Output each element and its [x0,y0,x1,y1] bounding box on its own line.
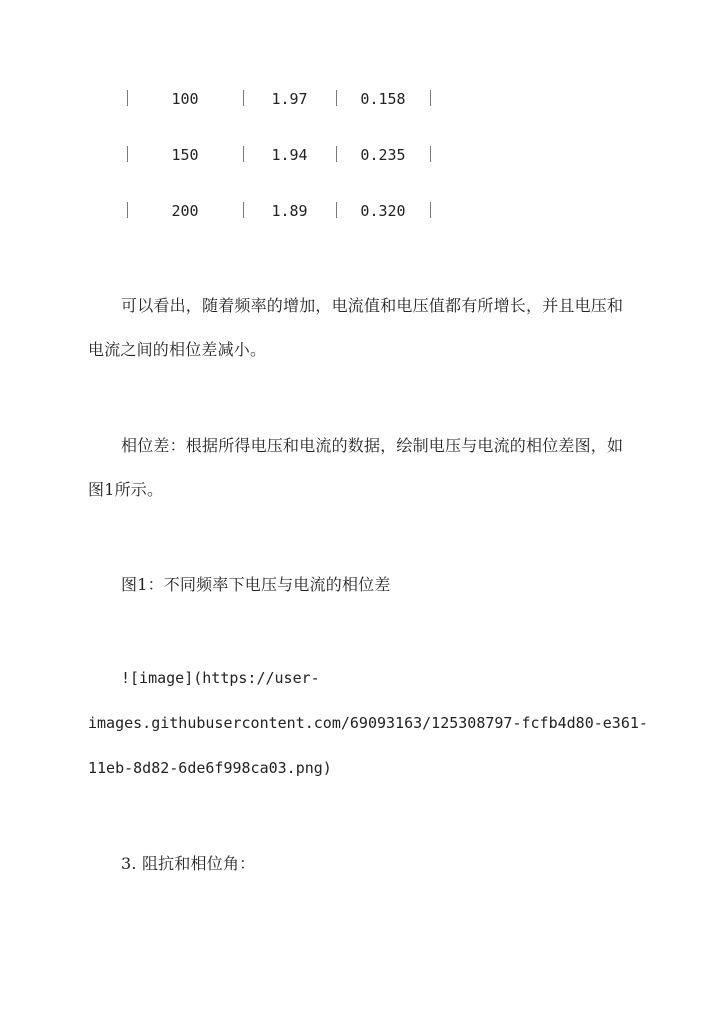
frequency-cell: 200 [171,202,199,220]
image-link-line: 11eb-8d82-6de6f998ca03.png) [88,759,332,777]
voltage-cell: 1.97 [271,90,308,108]
figure-caption: 图1：不同频率下电压与电流的相位差 [121,575,391,594]
observation-paragraph: 可以看出，随着频率的增加，电流值和电压值都有所增长，并且电压和电流之间的相位差减小。 [88,296,624,359]
table-row [0,87,720,111]
table-row [0,199,720,223]
table-row [0,143,720,167]
image-link-line: images.githubusercontent.com/69093163/125308797-fcfb4d80-e361- [88,714,648,732]
image-link-line: ![image](https://user- [121,669,320,687]
column-separator [430,146,431,162]
column-separator [430,90,431,106]
frequency-cell: 150 [171,146,199,164]
phase-intro-paragraph: 相位差：根据所得电压和电流的数据，绘制电压与电流的相位差图，如图1所示。 [88,436,624,499]
current-cell: 0.158 [360,90,406,108]
current-cell: 0.320 [360,202,406,220]
current-cell: 0.235 [360,146,406,164]
frequency-cell: 100 [171,90,199,108]
voltage-cell: 1.94 [271,146,308,164]
column-separator [430,202,431,218]
section-heading: 3. 阻抗和相位角： [121,854,256,873]
voltage-cell: 1.89 [271,202,308,220]
